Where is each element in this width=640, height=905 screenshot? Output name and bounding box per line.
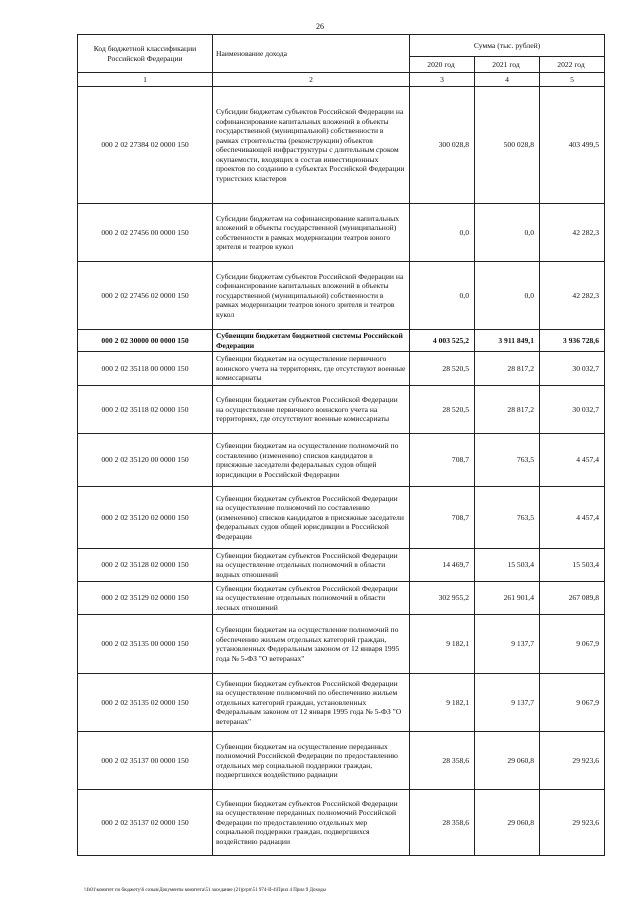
- row-code: 000 2 02 27456 02 0000 150: [78, 262, 213, 330]
- col-number: 5: [540, 73, 605, 87]
- row-value-2022: 3 936 728,6: [540, 330, 605, 352]
- row-code: 000 2 02 35118 02 0000 150: [78, 386, 213, 434]
- row-value-2021: 500 028,8: [475, 87, 540, 204]
- row-name: Субвенции бюджетам бюджетной системы Российской Федерации: [213, 330, 410, 352]
- row-code: 000 2 02 35120 00 0000 150: [78, 434, 213, 487]
- header-year-2020: 2020 год: [410, 57, 475, 73]
- row-name: Субвенции бюджетам субъектов Российской Федерации на осуществление отдельных полномочий в области водных отношений: [213, 549, 410, 582]
- table-row: [78, 330, 605, 352]
- row-value-2020: 28 358,6: [410, 790, 475, 856]
- row-name: Субсидии бюджетам субъектов Российской Федерации на софинансирование капитальных вложений в объекты государственной (муниципальной) собственности в рамках модернизации театров юного зрителя и театров кукол: [213, 262, 410, 330]
- row-value-2022: 4 457,4: [540, 487, 605, 549]
- row-name: Субсидии бюджетам на софинансирование капитальных вложений в объекты государственной (муниципальной) собственности в рамках модернизации театров юного зрителя и театров кукол: [213, 204, 410, 262]
- row-value-2022: 42 282,3: [540, 204, 605, 262]
- row-value-2021: 261 901,4: [475, 582, 540, 615]
- row-name: Субвенции бюджетам субъектов Российской Федерации на осуществление переданных полномочий Российской Федерации по предоставлению отдельных мер социальной поддержки граждан, подвергшихся воздействию радиации: [213, 790, 410, 856]
- row-value-2020: 9 182,1: [410, 674, 475, 732]
- header-sum: Сумма (тыс. рублей): [410, 35, 605, 57]
- table-row: [78, 352, 605, 386]
- table-row: [78, 87, 605, 204]
- header-year-2021: 2021 год: [475, 57, 540, 73]
- table-row: [78, 487, 605, 549]
- row-code: 000 2 02 35118 00 0000 150: [78, 352, 213, 386]
- row-value-2020: 708,7: [410, 487, 475, 549]
- row-value-2021: 9 137,7: [475, 674, 540, 732]
- row-name: Субвенции бюджетам субъектов Российской Федерации на осуществление полномочий по составлению (изменению) списков кандидатов в присяжные заседатели федеральных судов общей юрисдикции в Российской Федерации: [213, 487, 410, 549]
- table-row: [78, 674, 605, 732]
- row-name: Субвенции бюджетам субъектов Российской Федерации на осуществление отдельных полномочий в области лесных отношений: [213, 582, 410, 615]
- table-row: [78, 434, 605, 487]
- table-row: [78, 732, 605, 790]
- table-row: [78, 549, 605, 582]
- row-name: Субвенции бюджетам на осуществление переданных полномочий Российской Федерации по предоставлению отдельных мер социальной поддержки граждан, подвергшихся воздействию радиации: [213, 732, 410, 790]
- revenue-table: [77, 34, 605, 856]
- row-name: Субсидии бюджетам субъектов Российской Федерации на софинансирование капитальных вложений в объекты государственной (муниципальной) собственности в рамках строительства (реконструкции) объектов обеспечивающей инфраструктуры с длительным сроком окупаемости, входящих в состав инвестиционных проектов по созданию в субъектах Российской Федерации туристских кластеров: [213, 87, 410, 204]
- file-path-footer: \\fs01\комитет по бюджету\6 созыв\Документы комитета\51 заседание (21)р\рп\51 974-II-4\Прил 4 Прил 9 Доходы: [84, 888, 326, 893]
- row-value-2022: 29 923,6: [540, 732, 605, 790]
- row-value-2021: 28 817,2: [475, 352, 540, 386]
- row-value-2020: 300 028,8: [410, 87, 475, 204]
- row-code: 000 2 02 27456 00 0000 150: [78, 204, 213, 262]
- row-value-2020: 4 003 525,2: [410, 330, 475, 352]
- row-value-2022: 9 067,9: [540, 615, 605, 674]
- row-value-2022: 30 032,7: [540, 386, 605, 434]
- row-value-2022: 29 923,6: [540, 790, 605, 856]
- row-value-2020: 0,0: [410, 204, 475, 262]
- row-code: 000 2 02 35120 02 0000 150: [78, 487, 213, 549]
- row-code: 000 2 02 35137 00 0000 150: [78, 732, 213, 790]
- row-name: Субвенции бюджетам на осуществление полномочий по составлению (изменению) списков кандидатов в присяжные заседатели федеральных судов общей юрисдикции в Российской Федерации: [213, 434, 410, 487]
- row-code: 000 2 02 35135 00 0000 150: [78, 615, 213, 674]
- col-number: 1: [78, 73, 213, 87]
- row-value-2022: 42 282,3: [540, 262, 605, 330]
- header-name: Наименование дохода: [213, 35, 410, 73]
- row-value-2020: 28 520,5: [410, 352, 475, 386]
- row-value-2020: 0,0: [410, 262, 475, 330]
- row-value-2022: 403 499,5: [540, 87, 605, 204]
- header-year-2022: 2022 год: [540, 57, 605, 73]
- row-value-2022: 267 089,8: [540, 582, 605, 615]
- row-value-2021: 28 817,2: [475, 386, 540, 434]
- row-name: Субвенции бюджетам субъектов Российской Федерации на осуществление первичного воинского учета на территориях, где отсутствуют военные комиссариаты: [213, 386, 410, 434]
- row-value-2020: 28 520,5: [410, 386, 475, 434]
- table-row: [78, 262, 605, 330]
- row-value-2021: 9 137,7: [475, 615, 540, 674]
- row-value-2022: 9 067,9: [540, 674, 605, 732]
- table-row: [78, 790, 605, 856]
- row-value-2021: 15 503,4: [475, 549, 540, 582]
- row-value-2020: 708,7: [410, 434, 475, 487]
- row-value-2020: 302 955,2: [410, 582, 475, 615]
- row-code: 000 2 02 35128 02 0000 150: [78, 549, 213, 582]
- col-number: 4: [475, 73, 540, 87]
- col-number: 2: [213, 73, 410, 87]
- row-value-2021: 3 911 849,1: [475, 330, 540, 352]
- row-value-2022: 30 032,7: [540, 352, 605, 386]
- row-value-2021: 763,5: [475, 434, 540, 487]
- row-name: Субвенции бюджетам субъектов Российской Федерации на осуществление полномочий по обеспечению жильем отдельных категорий граждан, установленных Федеральным законом от 12 января 1995 года № 5-ФЗ "О ветеранах": [213, 674, 410, 732]
- row-value-2021: 763,5: [475, 487, 540, 549]
- row-value-2022: 15 503,4: [540, 549, 605, 582]
- row-value-2020: 28 358,6: [410, 732, 475, 790]
- row-name: Субвенции бюджетам на осуществление полномочий по обеспечению жильем отдельных категорий граждан, установленных Федеральным законом от 12 января 1995 года № 5-ФЗ "О ветеранах": [213, 615, 410, 674]
- row-value-2021: 29 060,8: [475, 790, 540, 856]
- table-row: [78, 615, 605, 674]
- row-code: 000 2 02 30000 00 0000 150: [78, 330, 213, 352]
- row-code: 000 2 02 35135 02 0000 150: [78, 674, 213, 732]
- row-value-2022: 4 457,4: [540, 434, 605, 487]
- table-row: [78, 204, 605, 262]
- row-value-2020: 9 182,1: [410, 615, 475, 674]
- row-code: 000 2 02 35137 02 0000 150: [78, 790, 213, 856]
- row-value-2021: 29 060,8: [475, 732, 540, 790]
- row-code: 000 2 02 27384 02 0000 150: [78, 87, 213, 204]
- col-number: 3: [410, 73, 475, 87]
- table-row: [78, 582, 605, 615]
- header-code: Код бюджетной классификации Российской Федерации: [78, 35, 213, 73]
- row-value-2020: 14 469,7: [410, 549, 475, 582]
- table-row: [78, 386, 605, 434]
- row-name: Субвенции бюджетам на осуществление первичного воинского учета на территориях, где отсутствуют военные комиссариаты: [213, 352, 410, 386]
- row-value-2021: 0,0: [475, 262, 540, 330]
- page-number: 26: [316, 22, 324, 31]
- row-value-2021: 0,0: [475, 204, 540, 262]
- row-code: 000 2 02 35129 02 0000 150: [78, 582, 213, 615]
